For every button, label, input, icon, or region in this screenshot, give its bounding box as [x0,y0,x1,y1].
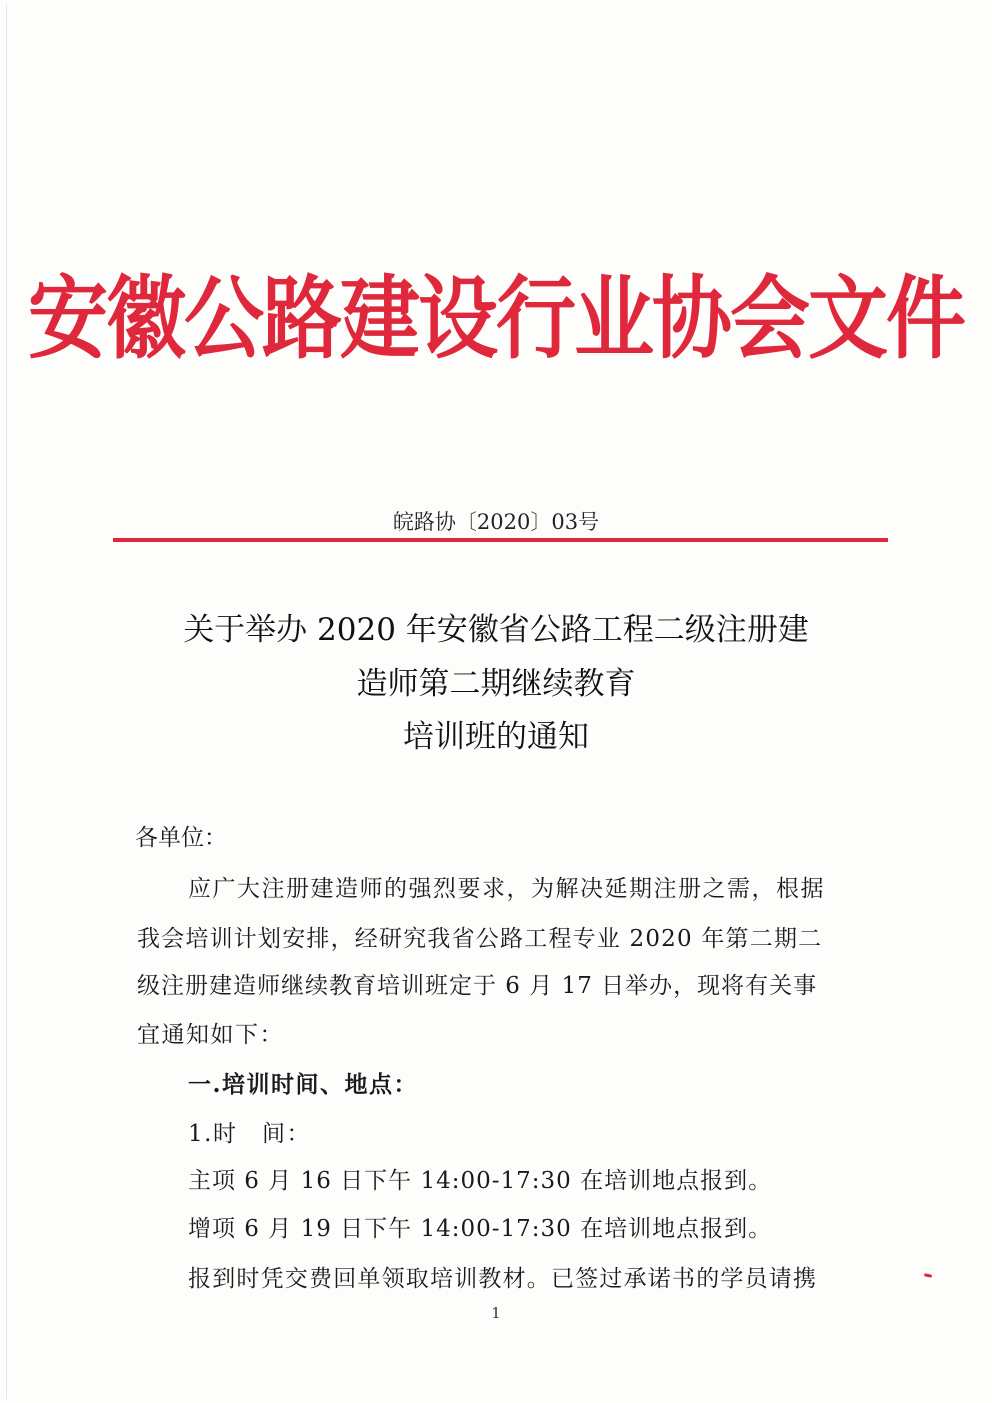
letterhead-title: 安徽公路建设行业协会文件 [28,265,964,371]
extra-item-schedule: 增项 6 月 19 日下午 14:00-17:30 在培训地点报到。 [188,1216,773,1242]
section-heading: 一.培训时间、地点： [188,1071,419,1098]
notice-title-line-3: 培训班的通知 [403,719,589,755]
paragraph-line: 应广大注册建造师的强烈要求，为解决延期注册之需，根据 [188,876,825,902]
paragraph-line: 级注册建造师继续教育培训班定于 6 月 17 日举办，现将有关事 [137,973,818,999]
item-time-label: 1.时 间： [188,1121,311,1147]
document-number: 皖路协〔2020〕03号 [392,510,600,534]
report-note: 报到时凭交费回单领取培训教材。已签过承诺书的学员请携 [188,1266,818,1292]
main-item-schedule: 主项 6 月 16 日下午 14:00-17:30 在培训地点报到。 [188,1168,773,1194]
salutation: 各单位： [135,825,227,851]
paragraph-line: 我会培训计划安排，经研究我省公路工程专业 2020 年第二期二 [137,926,823,952]
ink-speck-mark [924,1273,932,1278]
notice-title-line-2: 造师第二期继续教育 [356,666,636,702]
page-number: 1 [491,1304,501,1322]
notice-title-line-1: 关于举办 2020 年安徽省公路工程二级注册建 [183,612,809,648]
red-divider-rule [113,538,888,542]
paragraph-line: 宜通知如下： [137,1022,284,1048]
